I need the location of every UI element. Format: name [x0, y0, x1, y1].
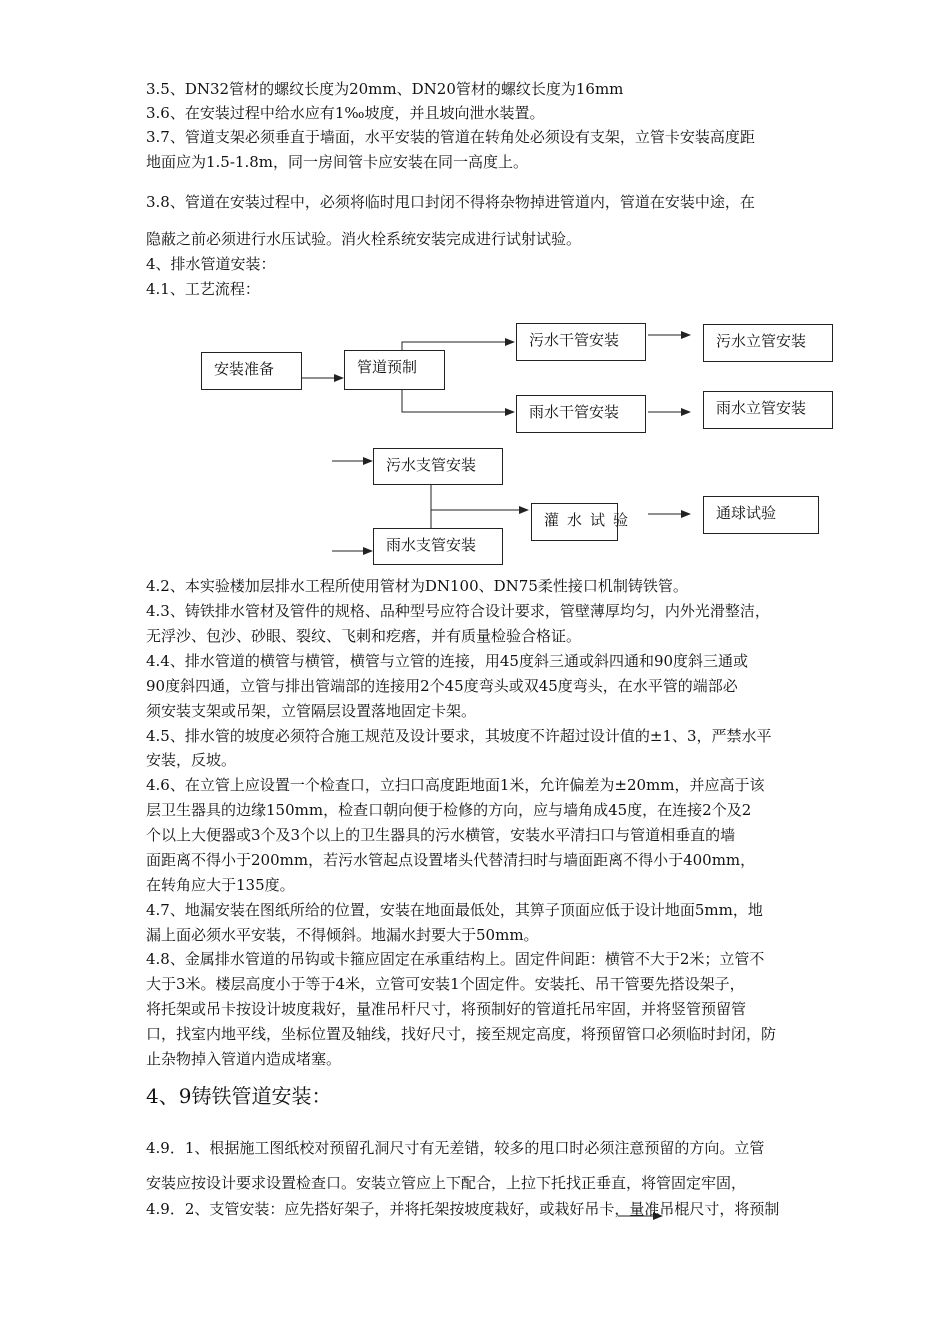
flow-box-rain-riser: 雨水立管安装	[703, 391, 833, 429]
paragraph-4-6-line-1: 4.6、在立管上应设置一个检查口，立扫口高度距地面1米，允许偏差为±20mm，并应高于该	[146, 776, 765, 794]
flow-box-sewage-riser: 污水立管安装	[703, 324, 833, 362]
paragraph-3-8-line-2: 隐蔽之前必须进行水压试验。消火栓系统安装完成进行试射试验。	[146, 230, 582, 248]
paragraph-4-4-line-3: 须安装支架或吊架，立管隔层设置落地固定卡架。	[146, 702, 477, 720]
arrow-prefab-to-sewage-main	[402, 342, 514, 350]
paragraph-4-7-line-1: 4.7、地漏安装在图纸所给的位置，安装在地面最低处，其箅子顶面应低于设计地面5mm，地	[146, 901, 763, 919]
paragraph-3-8-line-1: 3.8、管道在安装过程中，必须将临时甩口封闭不得将杂物掉进管道内，管道在安装中途，在	[146, 193, 755, 211]
section-4-1-title: 4.1、工艺流程：	[146, 280, 260, 298]
paragraph-4-7-line-2: 漏上面必须水平安装，不得倾斜。地漏水封要大于50mm。	[146, 926, 539, 944]
paragraph-4-9-1-line-2: 安装应按设计要求设置检查口。安装立管应上下配合，上拉下托找正垂直，将管固定牢固，	[146, 1174, 747, 1192]
paragraph-4-9-2-line-1: 4.9．2、支管安装：应先搭好架子，并将托架按坡度栽好，或栽好吊卡，量准吊棍尺寸，将预制	[146, 1200, 780, 1218]
paragraph-3-7-line-2: 地面应为1.5-1.8m，同一房间管卡应安装在同一高度上。	[146, 153, 529, 171]
paragraph-4-2: 4.2、本实验楼加层排水工程所使用管材为DN100、DN75柔性接口机制铸铁管。	[146, 577, 688, 595]
flow-box-sewage-main: 污水干管安装	[516, 323, 646, 361]
paragraph-3-5: 3.5、DN32管材的螺纹长度为20mm、DN20管材的螺纹长度为16mm	[146, 80, 624, 98]
flow-box-rain-branch: 雨水支管安装	[373, 528, 503, 565]
paragraph-4-8-line-2: 大于3米。楼层高度小于等于4米，立管可安装1个固定件。安装托、吊干管要先搭设架子，	[146, 975, 745, 993]
section-4-title: 4、排水管道安装：	[146, 255, 276, 273]
paragraph-4-8-line-4: 口，找室内地平线，坐标位置及轴线，找好尺寸，接至规定高度，将预留管口必须临时封闭，防	[146, 1025, 777, 1043]
paragraph-4-5-line-2: 安装，反坡。	[146, 751, 237, 769]
paragraph-4-8-line-3: 将托架或吊卡按设计坡度栽好，量准吊杆尺寸，将预制好的管道托吊牢固，并将竖管预留管	[146, 1000, 747, 1018]
section-4-9-heading: 4、9铸铁管道安装：	[146, 1084, 332, 1108]
flow-box-ball-test: 通球试验	[703, 496, 819, 534]
flow-box-prefab: 管道预制	[344, 350, 445, 390]
paragraph-4-5-line-1: 4.5、排水管的坡度必须符合施工规范及设计要求，其坡度不许超过设计值的±1、3，严禁水平	[146, 727, 772, 745]
flow-box-fill-test: 灌水试验	[531, 503, 618, 541]
paragraph-4-6-line-3: 个以上大便器或3个及3个以上的卫生器具的污水横管，安装水平清扫口与管道相垂直的墙	[146, 826, 736, 844]
arrow-prefab-to-rain-main	[402, 389, 514, 412]
paragraph-4-6-line-5: 在转角应大于135度。	[146, 876, 295, 894]
paragraph-4-9-1-line-1: 4.9．1、根据施工图纸校对预留孔洞尺寸有无差错，较多的甩口时必须注意预留的方向。立管	[146, 1139, 765, 1157]
paragraph-4-8-line-1: 4.8、金属排水管道的吊钩或卡箍应固定在承重结构上。固定件间距：横管不大于2米；立管不	[146, 950, 765, 968]
flow-box-sewage-branch: 污水支管安装	[373, 448, 503, 485]
paragraph-4-4-line-1: 4.4、排水管道的横管与横管，横管与立管的连接，用45度斜三通或斜四通和90度斜三通或	[146, 652, 749, 670]
paragraph-4-4-line-2: 90度斜四通，立管与排出管端部的连接用2个45度弯头或双45度弯头，在水平管的端部必	[146, 677, 738, 695]
paragraph-4-8-line-5: 止杂物掉入管道内造成堵塞。	[146, 1050, 342, 1068]
paragraph-4-3-line-2: 无浮沙、包沙、砂眼、裂纹、飞刺和疙瘩，并有质量检验合格证。	[146, 627, 582, 645]
paragraph-4-3-line-1: 4.3、铸铁排水管材及管件的规格、品种型号应符合设计要求，管壁薄厚均匀，内外光滑整洁，	[146, 602, 770, 620]
flow-box-prep: 安装准备	[201, 352, 302, 390]
paragraph-4-6-line-2: 层卫生器具的边缘150mm，检查口朝向便于检修的方向，应与墙角成45度，在连接2个及2	[146, 801, 752, 819]
paragraph-3-6: 3.6、在安装过程中给水应有1‰坡度，并且坡向泄水装置。	[146, 104, 545, 122]
paragraph-3-7-line-1: 3.7、管道支架必须垂直于墙面，水平安装的管道在转角处必须设有支架，立管卡安装高度距	[146, 128, 755, 146]
paragraph-4-6-line-4: 面距离不得小于200mm，若污水管起点设置堵头代替清扫时与墙面距离不得小于400mm，	[146, 851, 756, 869]
flow-box-rain-main: 雨水干管安装	[516, 395, 646, 433]
